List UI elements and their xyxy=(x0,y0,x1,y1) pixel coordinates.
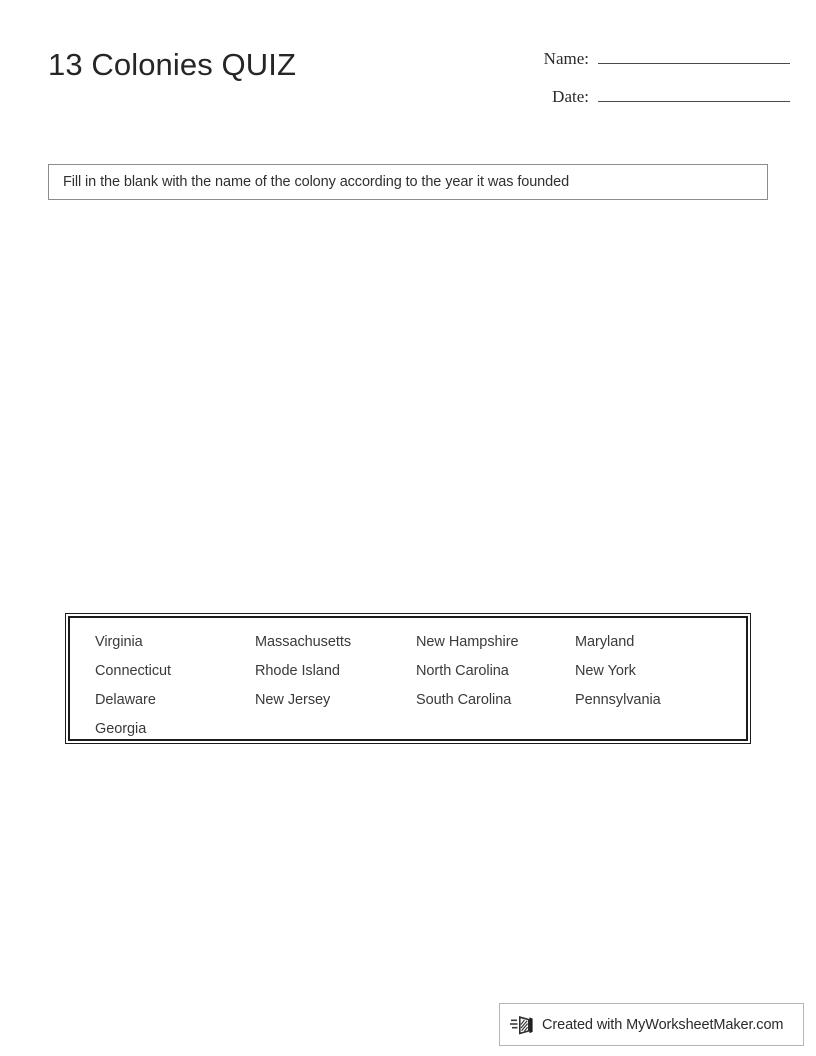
word-bank-item: Delaware xyxy=(95,692,156,708)
word-bank-item: Rhode Island xyxy=(255,663,340,679)
word-bank-inner-border xyxy=(68,616,748,741)
word-bank-grid xyxy=(70,618,746,739)
word-bank-item: New Hampshire xyxy=(416,634,519,650)
worksheet-maker-logo-icon xyxy=(510,1012,536,1038)
word-bank-item: New York xyxy=(575,663,636,679)
word-bank-item: Virginia xyxy=(95,634,143,650)
page-title: 13 Colonies QUIZ xyxy=(48,47,296,82)
word-bank-item: South Carolina xyxy=(416,692,512,708)
word-bank-item: Massachusetts xyxy=(255,634,352,650)
footer-badge[interactable] xyxy=(499,1003,804,1046)
instructions-box xyxy=(48,164,768,200)
word-bank-item: North Carolina xyxy=(416,663,509,679)
word-bank-item: Georgia xyxy=(95,721,147,737)
name-date-block xyxy=(500,48,790,124)
date-field-row xyxy=(500,86,790,124)
name-field-label: Name: xyxy=(543,49,589,68)
answer-work-area[interactable] xyxy=(48,210,768,605)
footer-text: Created with MyWorksheetMaker.com xyxy=(542,1016,784,1033)
name-field-row xyxy=(500,48,790,86)
word-bank xyxy=(65,613,751,744)
word-bank-item: New Jersey xyxy=(255,692,331,708)
name-input-line[interactable] xyxy=(598,48,790,64)
word-bank-item: Connecticut xyxy=(95,663,172,679)
instructions-text: Fill in the blank with the name of the colony according to the year it was founded xyxy=(63,174,570,190)
word-bank-item: Maryland xyxy=(575,634,635,650)
date-input-line[interactable] xyxy=(598,86,790,102)
word-bank-item: Pennsylvania xyxy=(575,692,661,708)
date-field-label: Date: xyxy=(552,87,589,106)
